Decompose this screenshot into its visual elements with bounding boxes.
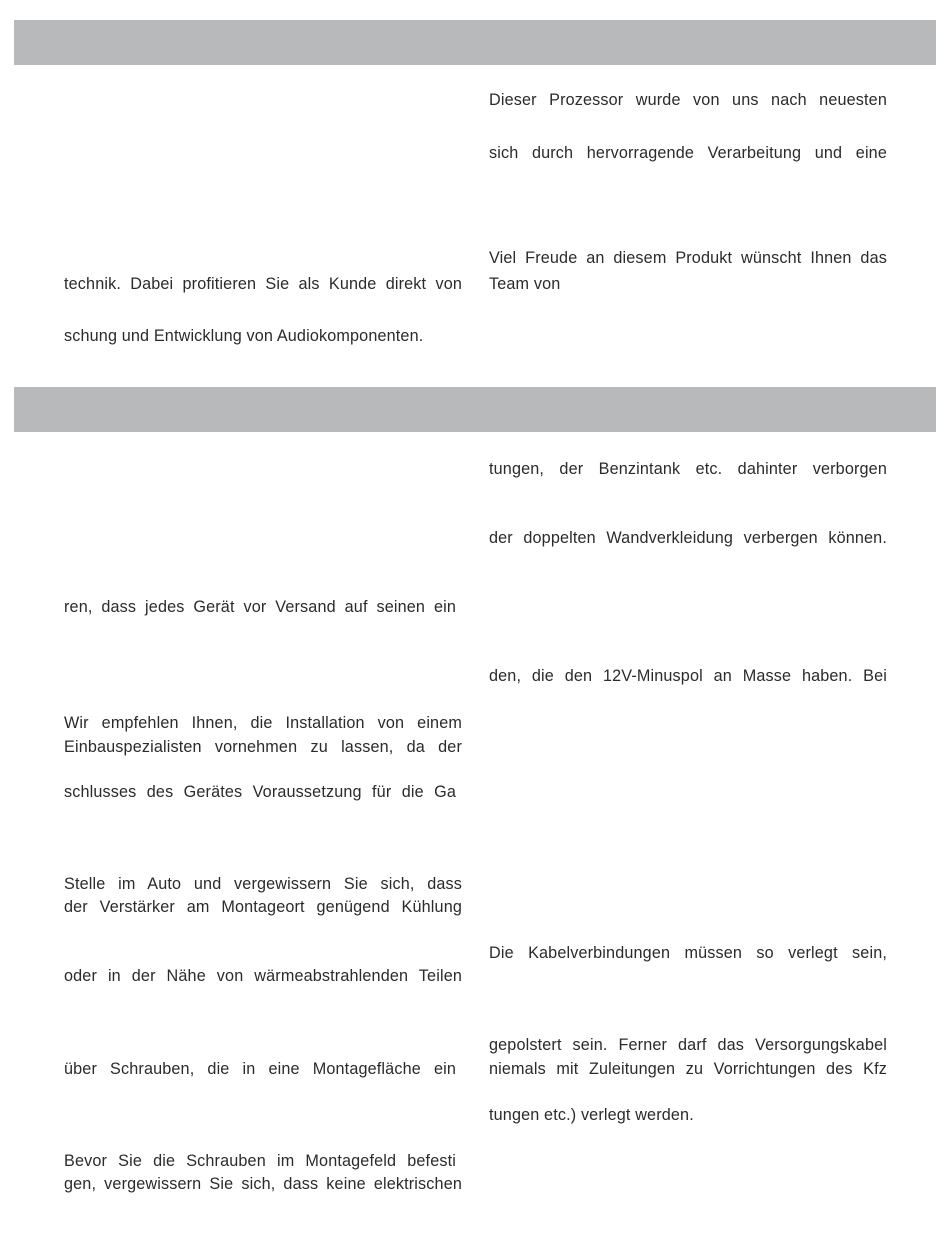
- text-line: Stelle im Auto und vergewissern Sie sich, dass: [64, 875, 462, 893]
- text-line: niemals mit Zuleitungen zu Vorrichtungen des Kfz: [489, 1060, 887, 1078]
- text-line: tungen, der Benzintank etc. dahinter verborgen: [489, 460, 887, 478]
- text-line: technik. Dabei profitieren Sie als Kunde direkt von: [64, 275, 462, 293]
- text-line: Viel Freude an diesem Produkt wünscht Ihnen das: [489, 249, 887, 267]
- text-line: oder in der Nähe von wärmeabstrahlenden Teilen: [64, 967, 462, 985]
- text-line: der doppelten Wandverkleidung verbergen können.: [489, 529, 887, 547]
- text-line: tungen etc.) verlegt werden.: [489, 1106, 694, 1124]
- text-line: Team von: [489, 275, 561, 293]
- text-line: den, die den 12V-Minuspol an Masse haben. Bei: [489, 667, 887, 685]
- section-header-bar: [14, 387, 936, 432]
- text-line: über Schrauben, die in eine Montagefläche ein: [64, 1060, 456, 1078]
- text-line: schung und Entwicklung von Audiokomponenten.: [64, 327, 424, 345]
- text-line: gen, vergewissern Sie sich, dass keine elektrischen: [64, 1175, 462, 1193]
- text-line: sich durch hervorragende Verarbeitung und eine: [489, 144, 887, 162]
- text-line: Wir empfehlen Ihnen, die Installation von einem: [64, 714, 462, 732]
- text-line: Bevor Sie die Schrauben im Montagefeld befesti: [64, 1152, 456, 1170]
- text-line: Die Kabelverbindungen müssen so verlegt sein,: [489, 944, 887, 962]
- text-line: der Verstärker am Montageort genügend Kühlung: [64, 898, 462, 916]
- text-line: gepolstert sein. Ferner darf das Versorgungskabel: [489, 1036, 887, 1054]
- text-line: Dieser Prozessor wurde von uns nach neuesten: [489, 91, 887, 109]
- text-line: Einbauspezialisten vornehmen zu lassen, da der: [64, 738, 462, 756]
- text-line: schlusses des Gerätes Voraussetzung für die Ga: [64, 783, 456, 801]
- section-header-bar: [14, 20, 936, 65]
- text-line: ren, dass jedes Gerät vor Versand auf seinen ein: [64, 598, 456, 616]
